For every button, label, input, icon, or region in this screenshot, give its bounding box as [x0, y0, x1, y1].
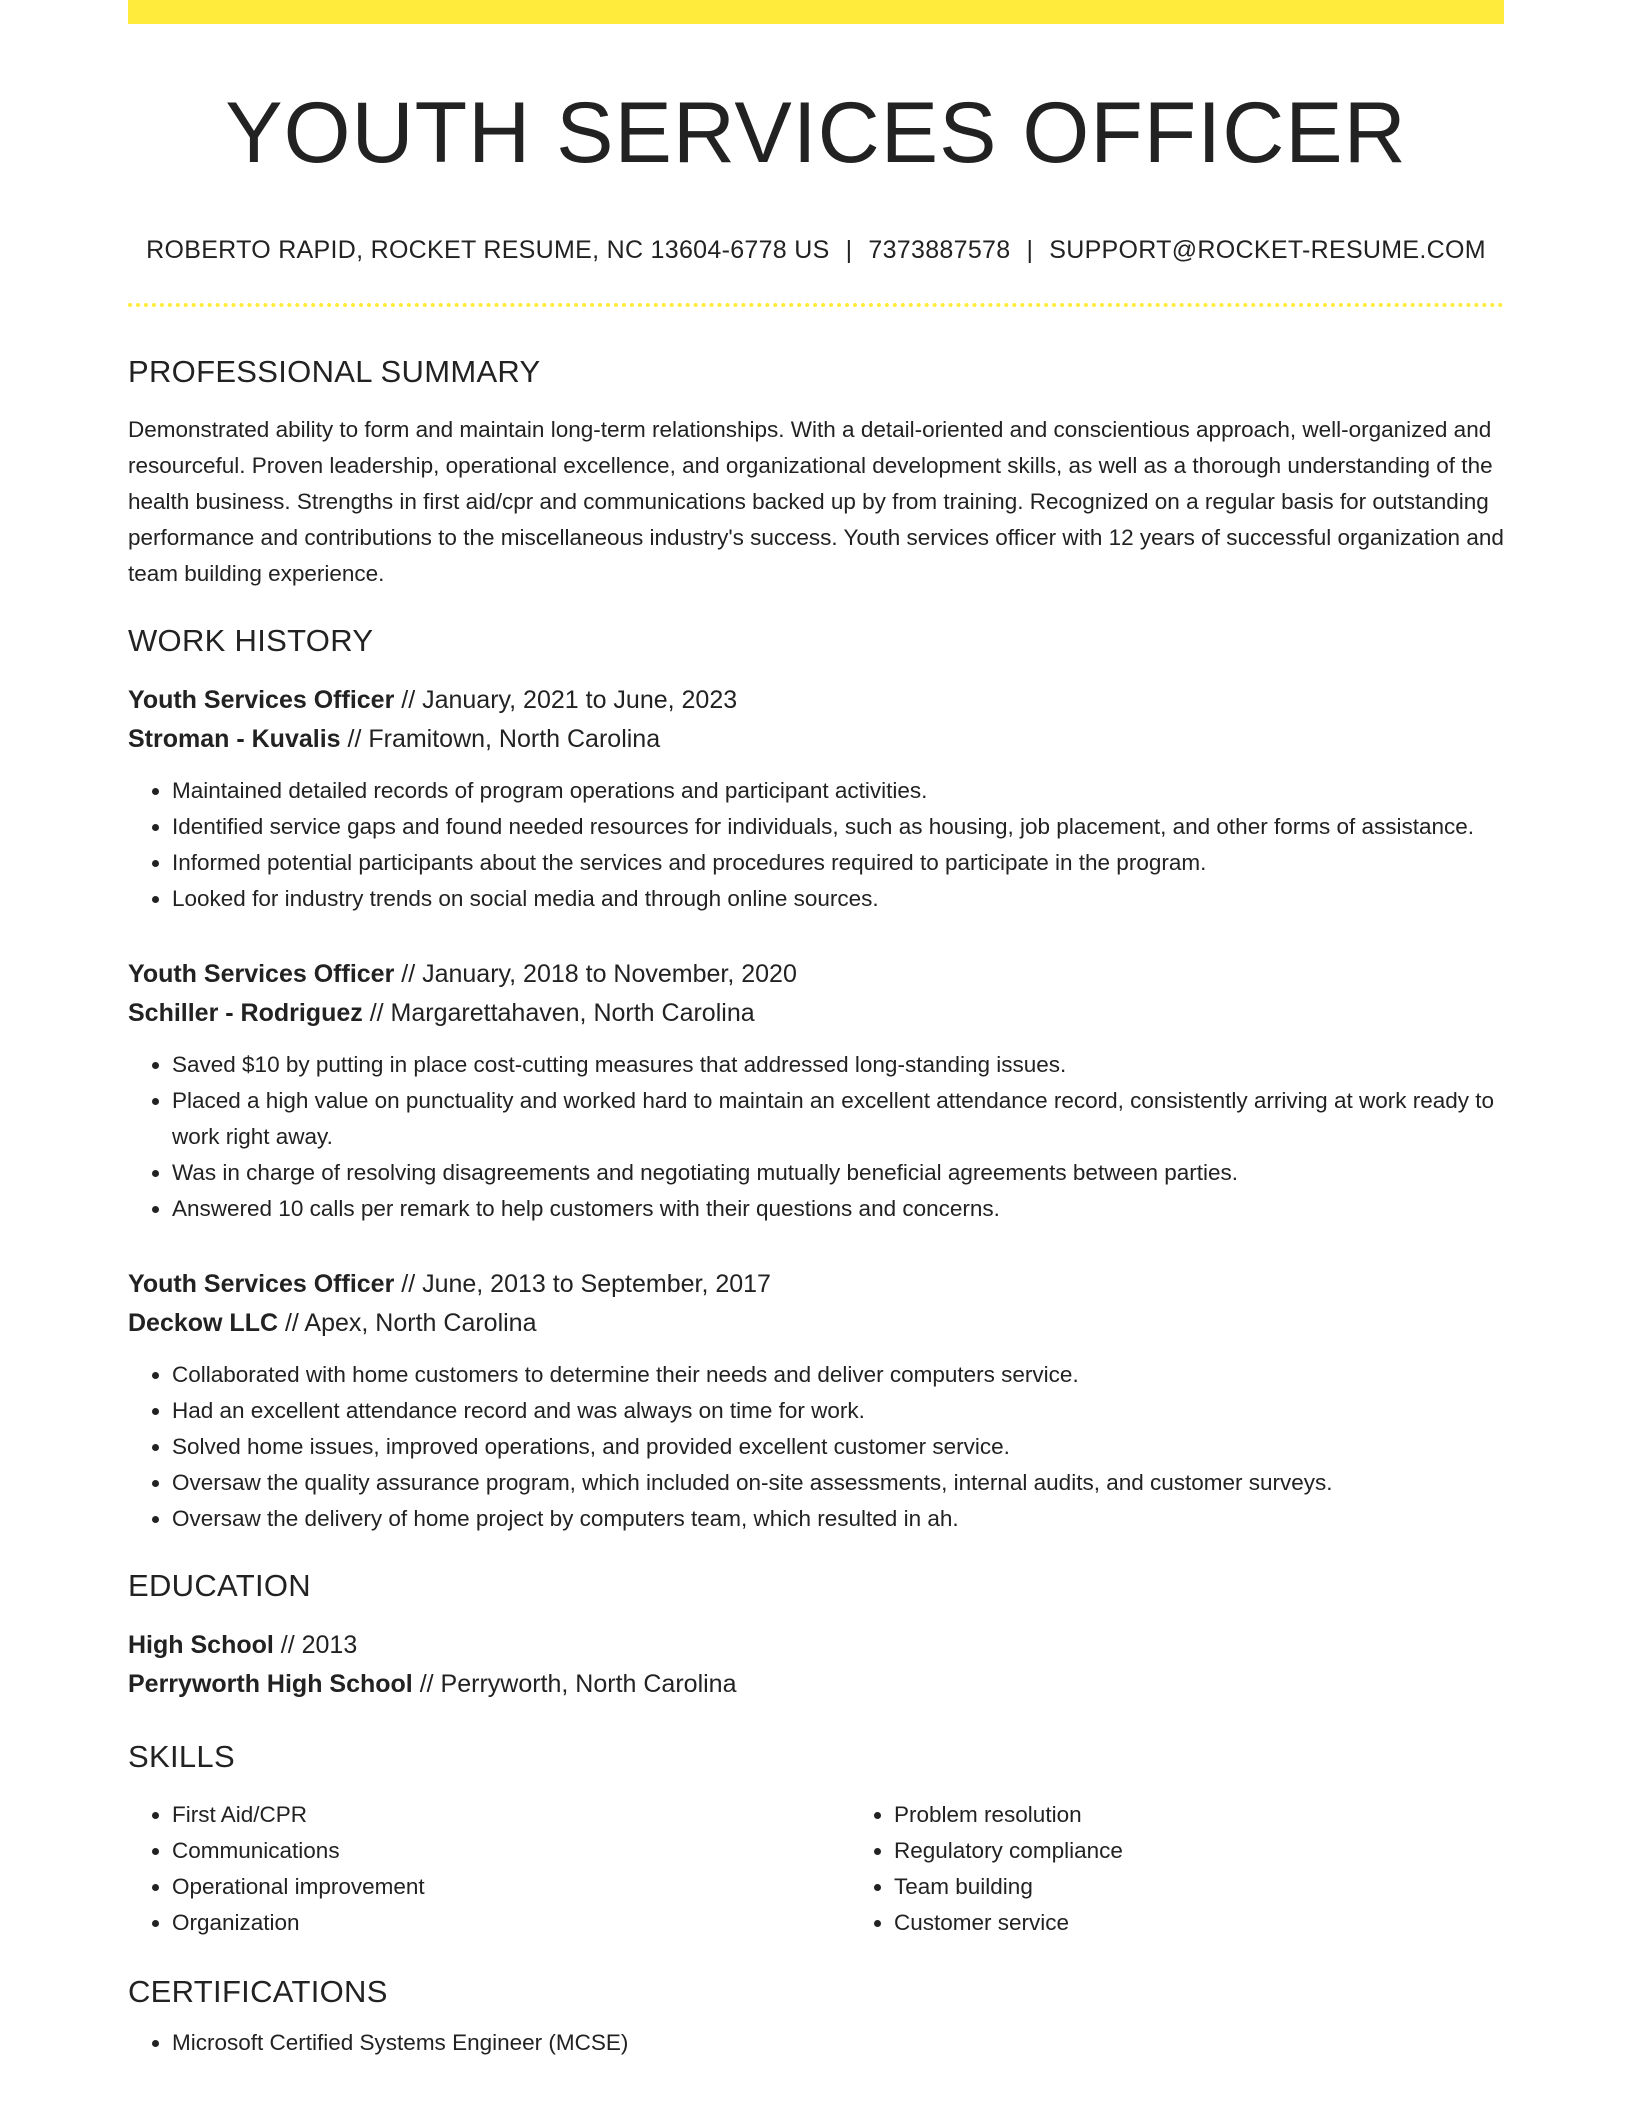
contact-address: ROBERTO RAPID, ROCKET RESUME, NC 13604-6778 US — [146, 235, 830, 264]
job-company-line — [128, 1304, 1504, 1343]
skill-item: • First Aid/CPR — [172, 1797, 850, 1833]
summary-text: Demonstrated ability to form and maintain long-term relationships. With a detail-oriented and conscientious approach, well-organized and resourceful. Proven leadership, operational excellence, and organizational development skills, as well as a thorough understanding of the health business. Strengths in first aid/cpr and communications backed up by from training. Recognized on a regular basis for outstanding performance and contributions to the miscellaneous industry's success. Youth services officer with 12 years of successful organization and team building experience. — [128, 416, 1504, 586]
skills-heading: SKILLS — [128, 1739, 235, 1775]
skills-left-column — [128, 1797, 850, 1941]
accent-top-bar — [128, 0, 1504, 24]
job-bullet: • Looked for industry trends on social media and through online sources. — [172, 881, 1504, 917]
skill-item: • Organization — [172, 1905, 850, 1941]
job-location: // Apex, North Carolina — [278, 1308, 537, 1337]
skill-item: • Communications — [172, 1833, 850, 1869]
job-bullet: • Maintained detailed records of program operations and participant activities. — [172, 773, 1504, 809]
skill-item: • Regulatory compliance — [894, 1833, 1504, 1869]
job-bullet: • Saved $10 by putting in place cost-cutting measures that addressed long-standing issues. — [172, 1047, 1504, 1083]
job-entry — [128, 1265, 1504, 1537]
skill-item: • Problem resolution — [894, 1797, 1504, 1833]
job-location: // Margarettahaven, North Carolina — [362, 998, 755, 1027]
work-history-heading: WORK HISTORY — [128, 622, 374, 658]
dotted-divider — [128, 303, 1504, 307]
contact-separator: | — [1026, 235, 1034, 264]
certification-item: • Microsoft Certified Systems Engineer (MCSE) — [172, 2025, 1504, 2061]
job-bullet: • Collaborated with home customers to determine their needs and deliver computers service. — [172, 1357, 1504, 1393]
job-company: Stroman - Kuvalis — [128, 724, 341, 753]
job-entry — [128, 681, 1504, 917]
job-bullets — [128, 1357, 1504, 1537]
contact-email: SUPPORT@ROCKET-RESUME.COM — [1049, 235, 1486, 264]
education-entry — [128, 1626, 1504, 1704]
job-bullet: • Informed potential participants about the services and procedures required to participate in the program. — [172, 845, 1504, 881]
education-degree: High School — [128, 1631, 274, 1660]
education-degree-line — [128, 1626, 1504, 1665]
job-title: Youth Services Officer — [128, 685, 395, 714]
contact-line — [128, 235, 1504, 265]
job-title: Youth Services Officer — [128, 959, 395, 988]
job-bullets — [128, 773, 1504, 917]
job-company-line — [128, 994, 1504, 1033]
contact-separator: | — [845, 235, 853, 264]
education-heading: EDUCATION — [128, 1567, 311, 1603]
job-title-line — [128, 681, 1504, 720]
skill-item: • Operational improvement — [172, 1869, 850, 1905]
resume-title: YOUTH SERVICES OFFICER — [225, 85, 1407, 181]
summary-heading: PROFESSIONAL SUMMARY — [128, 353, 541, 389]
job-bullet: • Oversaw the delivery of home project by computers team, which resulted in ah. — [172, 1501, 1504, 1537]
certifications-heading: CERTIFICATIONS — [128, 1974, 388, 2010]
job-company: Schiller - Rodriguez — [128, 998, 363, 1027]
job-company-line — [128, 720, 1504, 759]
contact-phone: 7373887578 — [868, 235, 1011, 264]
job-title: Youth Services Officer — [128, 1269, 395, 1298]
job-bullet: • Oversaw the quality assurance program, which included on-site assessments, internal audits, and customer surveys. — [172, 1465, 1504, 1501]
education-location: // Perryworth, North Carolina — [412, 1670, 737, 1699]
job-bullet: • Solved home issues, improved operations, and provided excellent customer service. — [172, 1429, 1504, 1465]
job-company: Deckow LLC — [128, 1308, 279, 1337]
job-location: // Framitown, North Carolina — [340, 724, 661, 753]
job-title-line — [128, 1265, 1504, 1304]
job-dates: // January, 2018 to November, 2020 — [394, 959, 797, 988]
education-school: Perryworth High School — [128, 1670, 413, 1699]
job-dates: // January, 2021 to June, 2023 — [394, 685, 738, 714]
job-bullet: • Answered 10 calls per remark to help customers with their questions and concerns. — [172, 1191, 1504, 1227]
skills-right-column — [850, 1797, 1504, 1941]
job-bullet: • Identified service gaps and found needed resources for individuals, such as housing, job placement, and other forms of assistance. — [172, 809, 1504, 845]
skill-item: • Team building — [894, 1869, 1504, 1905]
education-year: // 2013 — [273, 1631, 358, 1660]
skill-item: • Customer service — [894, 1905, 1504, 1941]
job-entry — [128, 955, 1504, 1227]
job-bullets — [128, 1047, 1504, 1227]
job-bullet: • Had an excellent attendance record and was always on time for work. — [172, 1393, 1504, 1429]
skills-grid — [128, 1797, 1504, 1941]
job-title-line — [128, 955, 1504, 994]
job-bullet: • Was in charge of resolving disagreements and negotiating mutually beneficial agreements between parties. — [172, 1155, 1504, 1191]
certifications-list — [128, 2025, 1504, 2061]
job-bullet: • Placed a high value on punctuality and worked hard to maintain an excellent attendance record, consistently arriving at work ready to work right away. — [172, 1083, 1504, 1155]
job-dates: // June, 2013 to September, 2017 — [394, 1269, 771, 1298]
resume-page — [128, 0, 1504, 2061]
education-school-line — [128, 1665, 1504, 1704]
